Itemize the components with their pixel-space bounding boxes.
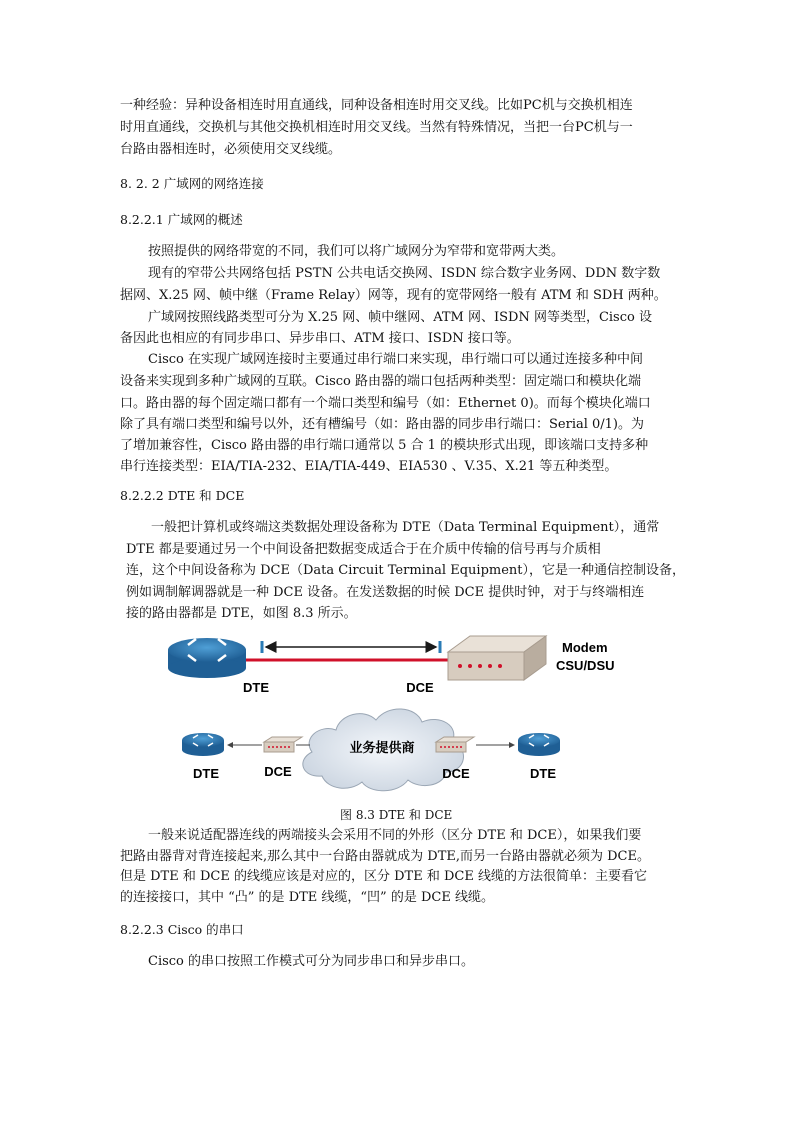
overview-line-2: 现有的窄带公共网络包括 PSTN 公共电话交换网、ISDN 综合数字业务网、DDN 数字数 [148, 266, 661, 281]
cable-line-4: 的连接接口，其中 “凸” 的是 DTE 线缆，“凹” 的是 DCE 线缆。 [120, 890, 494, 905]
figure-caption: 图 8.3 DTE 和 DCE [340, 808, 453, 822]
serial-paragraph: Cisco 的串口按照工作模式可分为同步串口和异步串口。 [148, 954, 475, 969]
right-dce-device-icon [436, 737, 474, 752]
overview-line-3: 据网、X.25 网、帧中继（Frame Relay）网等，现有的宽带网络一般有 ATM 和 SDH 两种。 [120, 288, 667, 303]
overview-line-6: Cisco 在实现广域网连接时主要通过串行端口来实现，串行端口可以通过连接多种中间 [148, 352, 644, 367]
left-router-icon [182, 733, 224, 756]
overview-line-9: 除了具有端口类型和编号以外，还有槽编号（如：路由器的同步串行端口：Serial 0/1)。为 [120, 417, 645, 432]
cable-line-1: 一般来说适配器连线的两端接头会采用不同的外形（区分 DTE 和 DCE），如果我们要 [148, 828, 642, 843]
modem-icon [448, 636, 546, 680]
overview-line-8: 口。路由器的每个固定端口都有一个端口类型和编号（如：Ethernet 0)。而每个模块化端口 [120, 396, 651, 411]
section-heading-8221: 8.2.2.1 广域网的概述 [120, 212, 243, 227]
right-dce-label: DCE [442, 766, 470, 781]
dte-line-3: 连，这个中间设备称为 DCE（Data Circuit Terminal Equipment），它是一种通信控制设备， [126, 563, 686, 578]
left-dce-label: DCE [264, 764, 292, 779]
top-dte-label: DTE [243, 680, 269, 695]
right-router-icon [518, 733, 560, 756]
section-heading-822: 8. 2. 2 广域网的网络连接 [120, 176, 264, 191]
intro-line-3: 台路由器相连时，必须使用交叉线缆。 [120, 142, 342, 157]
intro-line-1: 一种经验：异种设备相连时用直通线，同种设备相连时用交叉线。比如PC机与交换机相连 [120, 98, 633, 113]
dte-line-4: 例如调制解调器就是一种 DCE 设备。在发送数据的时候 DCE 提供时钟，对于与终端相连 [126, 585, 645, 600]
dte-line-5: 接的路由器都是 DTE，如图 8.3 所示。 [126, 606, 357, 621]
overview-line-7: 设备来实现到多种广域网的互联。Cisco 路由器的端口包括两种类型：固定端口和模块化端 [120, 374, 642, 389]
router-icon [168, 638, 246, 678]
cable-line-3: 但是 DTE 和 DCE 的线缆应该是对应的，区分 DTE 和 DCE 线缆的方法很简单：主要看它 [120, 869, 647, 884]
cable-line-2: 把路由器背对背连接起来,那么其中一台路由器就成为 DTE,而另一台路由器就必须为 DCE。 [120, 849, 650, 864]
top-dce-label: DCE [406, 680, 434, 695]
overview-line-11: 串行连接类型：EIA/TIA-232、EIA/TIA-449、EIA530 、V.35、X.21 等五种类型。 [120, 459, 618, 474]
overview-line-4: 广域网按照线路类型可分为 X.25 网、帧中继网、ATM 网、ISDN 网等类型，Cisco 设 [148, 310, 652, 325]
modem-label: Modem [562, 640, 608, 655]
left-dte-label: DTE [193, 766, 219, 781]
dte-line-1: 一般把计算机或终端这类数据处理设备称为 DTE（Data Terminal Equipment），通常 [151, 520, 660, 535]
csu-dsu-label: CSU/DSU [556, 658, 615, 673]
intro-line-2: 时用直通线，交换机与其他交换机相连时用交叉线。当然有特殊情况，当把一台PC机与一 [120, 120, 633, 135]
dte-line-2: DTE 都是要通过另一个中间设备把数据变成适合于在介质中传输的信号再与介质相 [126, 542, 601, 557]
overview-line-1: 按照提供的网络带宽的不同，我们可以将广域网分为窄带和宽带两大类。 [148, 244, 565, 259]
overview-line-5: 备因此也相应的有同步串口、异步串口、ATM 接口、ISDN 接口等。 [120, 331, 520, 346]
section-heading-8222: 8.2.2.2 DTE 和 DCE [120, 488, 245, 503]
cloud-label: 业务提供商 [349, 741, 415, 756]
overview-line-10: 了增加兼容性，Cisco 路由器的串行端口通常以 5 合 1 的模块形式出现，即该端口支持多种 [120, 438, 649, 453]
right-dte-label: DTE [530, 766, 556, 781]
section-heading-8223: 8.2.2.3 Cisco 的串口 [120, 922, 244, 937]
